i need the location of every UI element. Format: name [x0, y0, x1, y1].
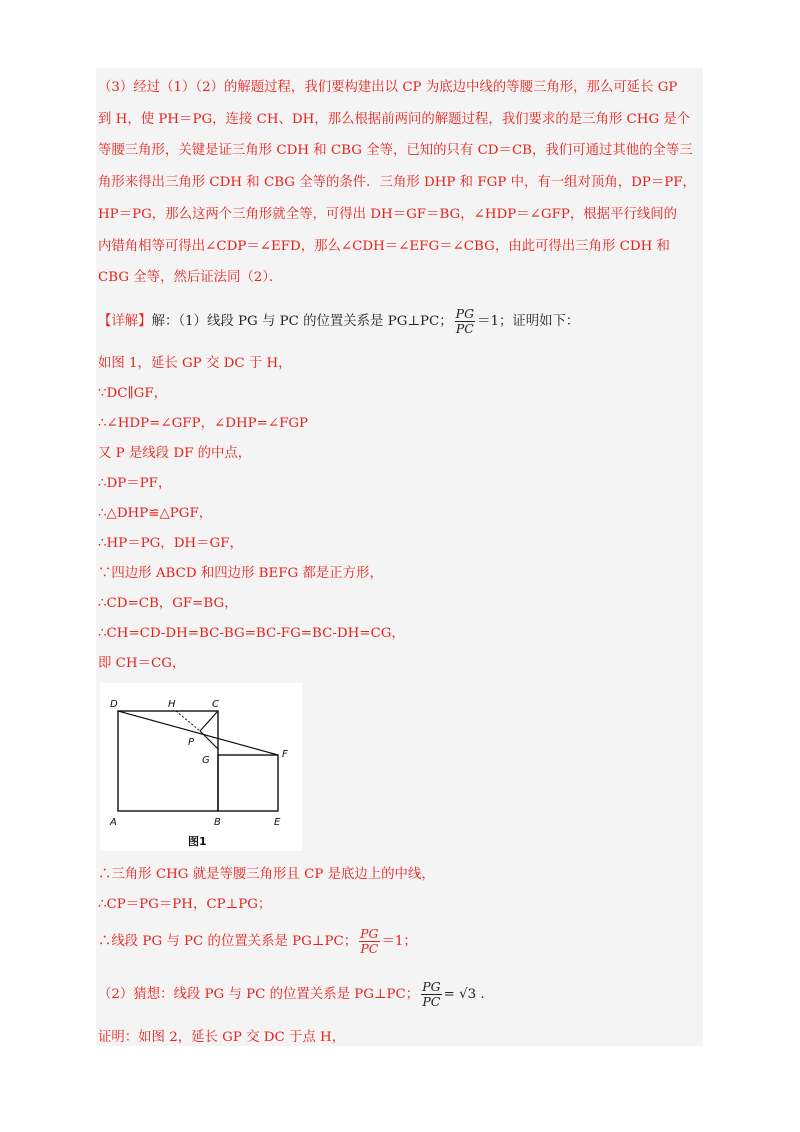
detail-tag: 【详解】: [98, 314, 152, 329]
figure-caption: 图1: [188, 835, 207, 848]
fraction-numerator: PG: [422, 979, 441, 994]
conjecture-suffix: = √3 .: [443, 987, 485, 1002]
label-C: C: [212, 699, 219, 710]
fraction-numerator: PG: [455, 306, 475, 321]
figure-1: [100, 683, 302, 851]
proof-line-11: 即 CH＝CG，: [98, 656, 186, 671]
detail-fraction: [455, 307, 475, 336]
label-P: P: [188, 737, 195, 748]
square-befg: [218, 755, 278, 811]
detail-line: [98, 307, 579, 336]
label-A: A: [110, 817, 117, 828]
proof-line-10: ∴CH=CD-DH=BC-BG=BC-FG=BC-DH=CG，: [98, 626, 405, 641]
label-D: D: [110, 699, 118, 710]
label-B: B: [214, 817, 221, 828]
proof-line-8: ∵四边形 ABCD 和四边形 BEFG 都是正方形，: [98, 566, 383, 581]
analysis-line-5: HP＝PG，那么这两个三角形就全等，可得出 DH＝GF＝BG，∠HDP＝∠GFP，根据平行线间的: [98, 207, 678, 222]
proof-line-7: ∴HP＝PG，DH＝GF，: [98, 536, 243, 551]
detail-suffix: ＝1；证明如下：: [477, 314, 580, 329]
analysis-line-2: 到 H，使 PH＝PG，连接 CH、DH，那么根据前两问的解题过程，我们要求的是三角形 CHG 是个: [98, 112, 691, 127]
segment-cp: [200, 711, 218, 731]
conclusion-line-1: ∴三角形 CHG 就是等腰三角形且 CP 是底边上的中线，: [98, 867, 435, 882]
conclusion-3-suffix: ＝1；: [381, 934, 417, 949]
proof-line-4: 又 P 是线段 DF 的中点，: [98, 446, 252, 461]
conclusion-3-prefix: ∴线段 PG 与 PC 的位置关系是 PG⊥PC；: [98, 934, 358, 949]
segment-df: [118, 711, 278, 755]
proof-line-5: ∴DP＝PF，: [98, 476, 172, 491]
label-G: G: [202, 755, 210, 766]
segment-pg: [200, 731, 218, 749]
analysis-line-3: 等腰三角形，关键是证三角形 CDH 和 CBG 全等，已知的只有 CD＝CB，我们可通过其他的全等三: [98, 143, 693, 158]
geometry-diagram: [100, 683, 302, 851]
conclusion-3-fraction: [359, 927, 379, 956]
label-F: F: [282, 749, 288, 760]
conjecture-line: [98, 980, 485, 1009]
fraction-denominator: PC: [455, 321, 474, 336]
label-E: E: [274, 817, 281, 828]
conclusion-line-2: ∴CP＝PG＝PH，CP⊥PG；: [98, 897, 272, 912]
fraction-denominator: PC: [360, 941, 379, 956]
analysis-line-4: 角形来得出三角形 CDH 和 CBG 全等的条件．三角形 DHP 和 FGP 中，有一组对顶角，DP＝PF，: [98, 175, 696, 190]
analysis-line-1: （3）经过（1）（2）的解题过程，我们要构建出以 CP 为底边中线的等腰三角形，那么可延长 GP: [98, 80, 678, 95]
conclusion-line-3: [98, 927, 417, 956]
proof-line-3: ∴∠HDP=∠GFP，∠DHP=∠FGP: [98, 416, 309, 431]
proof-line-2: ∵DC∥GF，: [98, 386, 168, 401]
fraction-denominator: PC: [422, 994, 441, 1009]
proof-2-line: 证明：如图 2，延长 GP 交 DC 于点 H，: [98, 1030, 346, 1045]
analysis-line-6: 内错角相等可得出∠CDP＝∠EFD，那么∠CDH＝∠EFG＝∠CBG，由此可得出三角形 CDH 和: [98, 239, 670, 254]
proof-line-9: ∴CD=CB，GF=BG，: [98, 596, 238, 611]
label-H: H: [168, 699, 176, 710]
proof-line-6: ∴△DHP≌△PGF，: [98, 506, 213, 521]
conjecture-fraction: [421, 980, 441, 1009]
detail-prefix: 解：（1）线段 PG 与 PC 的位置关系是 PG⊥PC；: [151, 314, 453, 329]
conjecture-prefix: （2）猜想：线段 PG 与 PC 的位置关系是 PG⊥PC；: [98, 987, 420, 1002]
proof-line-1: 如图 1，延长 GP 交 DC 于 H，: [98, 356, 292, 371]
analysis-line-7: CBG 全等，然后证法同（2）．: [98, 270, 283, 285]
fraction-numerator: PG: [360, 926, 379, 941]
